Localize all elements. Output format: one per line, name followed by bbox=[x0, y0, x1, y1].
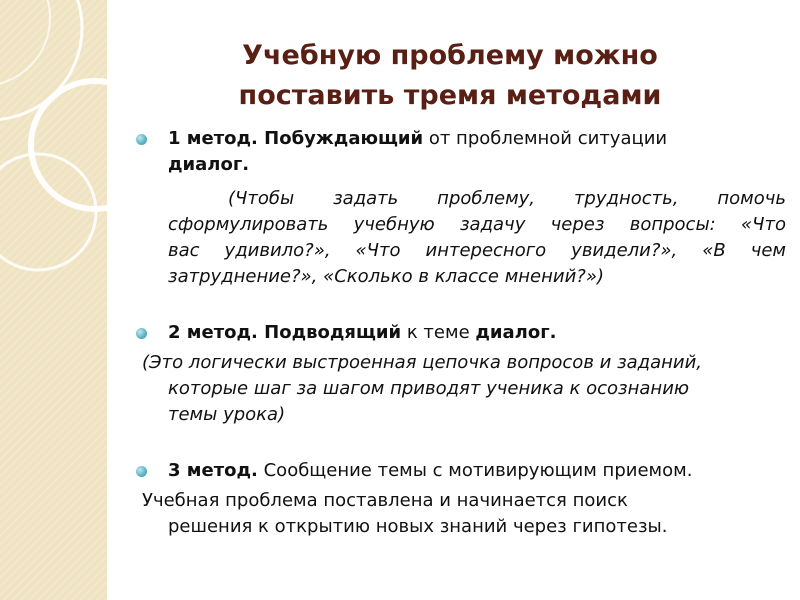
method1-text: от проблемной ситуации bbox=[423, 128, 668, 149]
method2-note-line-2: которые шаг за шагом приводят ученика к осознанию bbox=[168, 378, 690, 399]
method2-heading: 2 метод. Подводящий к теме диалог. bbox=[168, 322, 557, 343]
method2-note-line-1: (Это логически выстроенная цепочка вопросов и заданий, bbox=[142, 352, 703, 373]
method1-heading bbox=[168, 126, 788, 152]
method2-note-line-3: темы урока) bbox=[168, 404, 286, 425]
method3-line-3: решения к открытию новых знаний через гипотезы. bbox=[168, 516, 668, 537]
title-line-1: Учебную проблему можно bbox=[242, 40, 658, 71]
method1-note-line-4: затруднение?», «Сколько в классе мнений?») bbox=[168, 266, 604, 287]
method1-note-line-1: (Чтобы задать проблему, трудность, помочь bbox=[228, 188, 786, 209]
title-line-2: поставить тремя методами bbox=[238, 80, 662, 111]
method1-note-line-2: сформулировать учебную задачу через вопросы: «Что bbox=[168, 214, 786, 235]
method1-bold: 1 метод. Побуждающий bbox=[168, 128, 424, 149]
bullet-icon bbox=[136, 134, 147, 145]
bullet-icon bbox=[136, 466, 147, 477]
bullet-icon bbox=[136, 328, 147, 339]
slide-title bbox=[140, 36, 760, 116]
decorative-circles bbox=[0, 0, 130, 600]
method1-dialog: диалог. bbox=[168, 154, 250, 175]
method3-heading: 3 метод. Сообщение темы с мотивирующим приемом. bbox=[168, 460, 693, 481]
method3-line-2: Учебная проблема поставлена и начинается поиск bbox=[142, 490, 628, 511]
method1-note-line-3: вас удивило?», «Что интересного увидели?», «В чем bbox=[168, 240, 786, 261]
